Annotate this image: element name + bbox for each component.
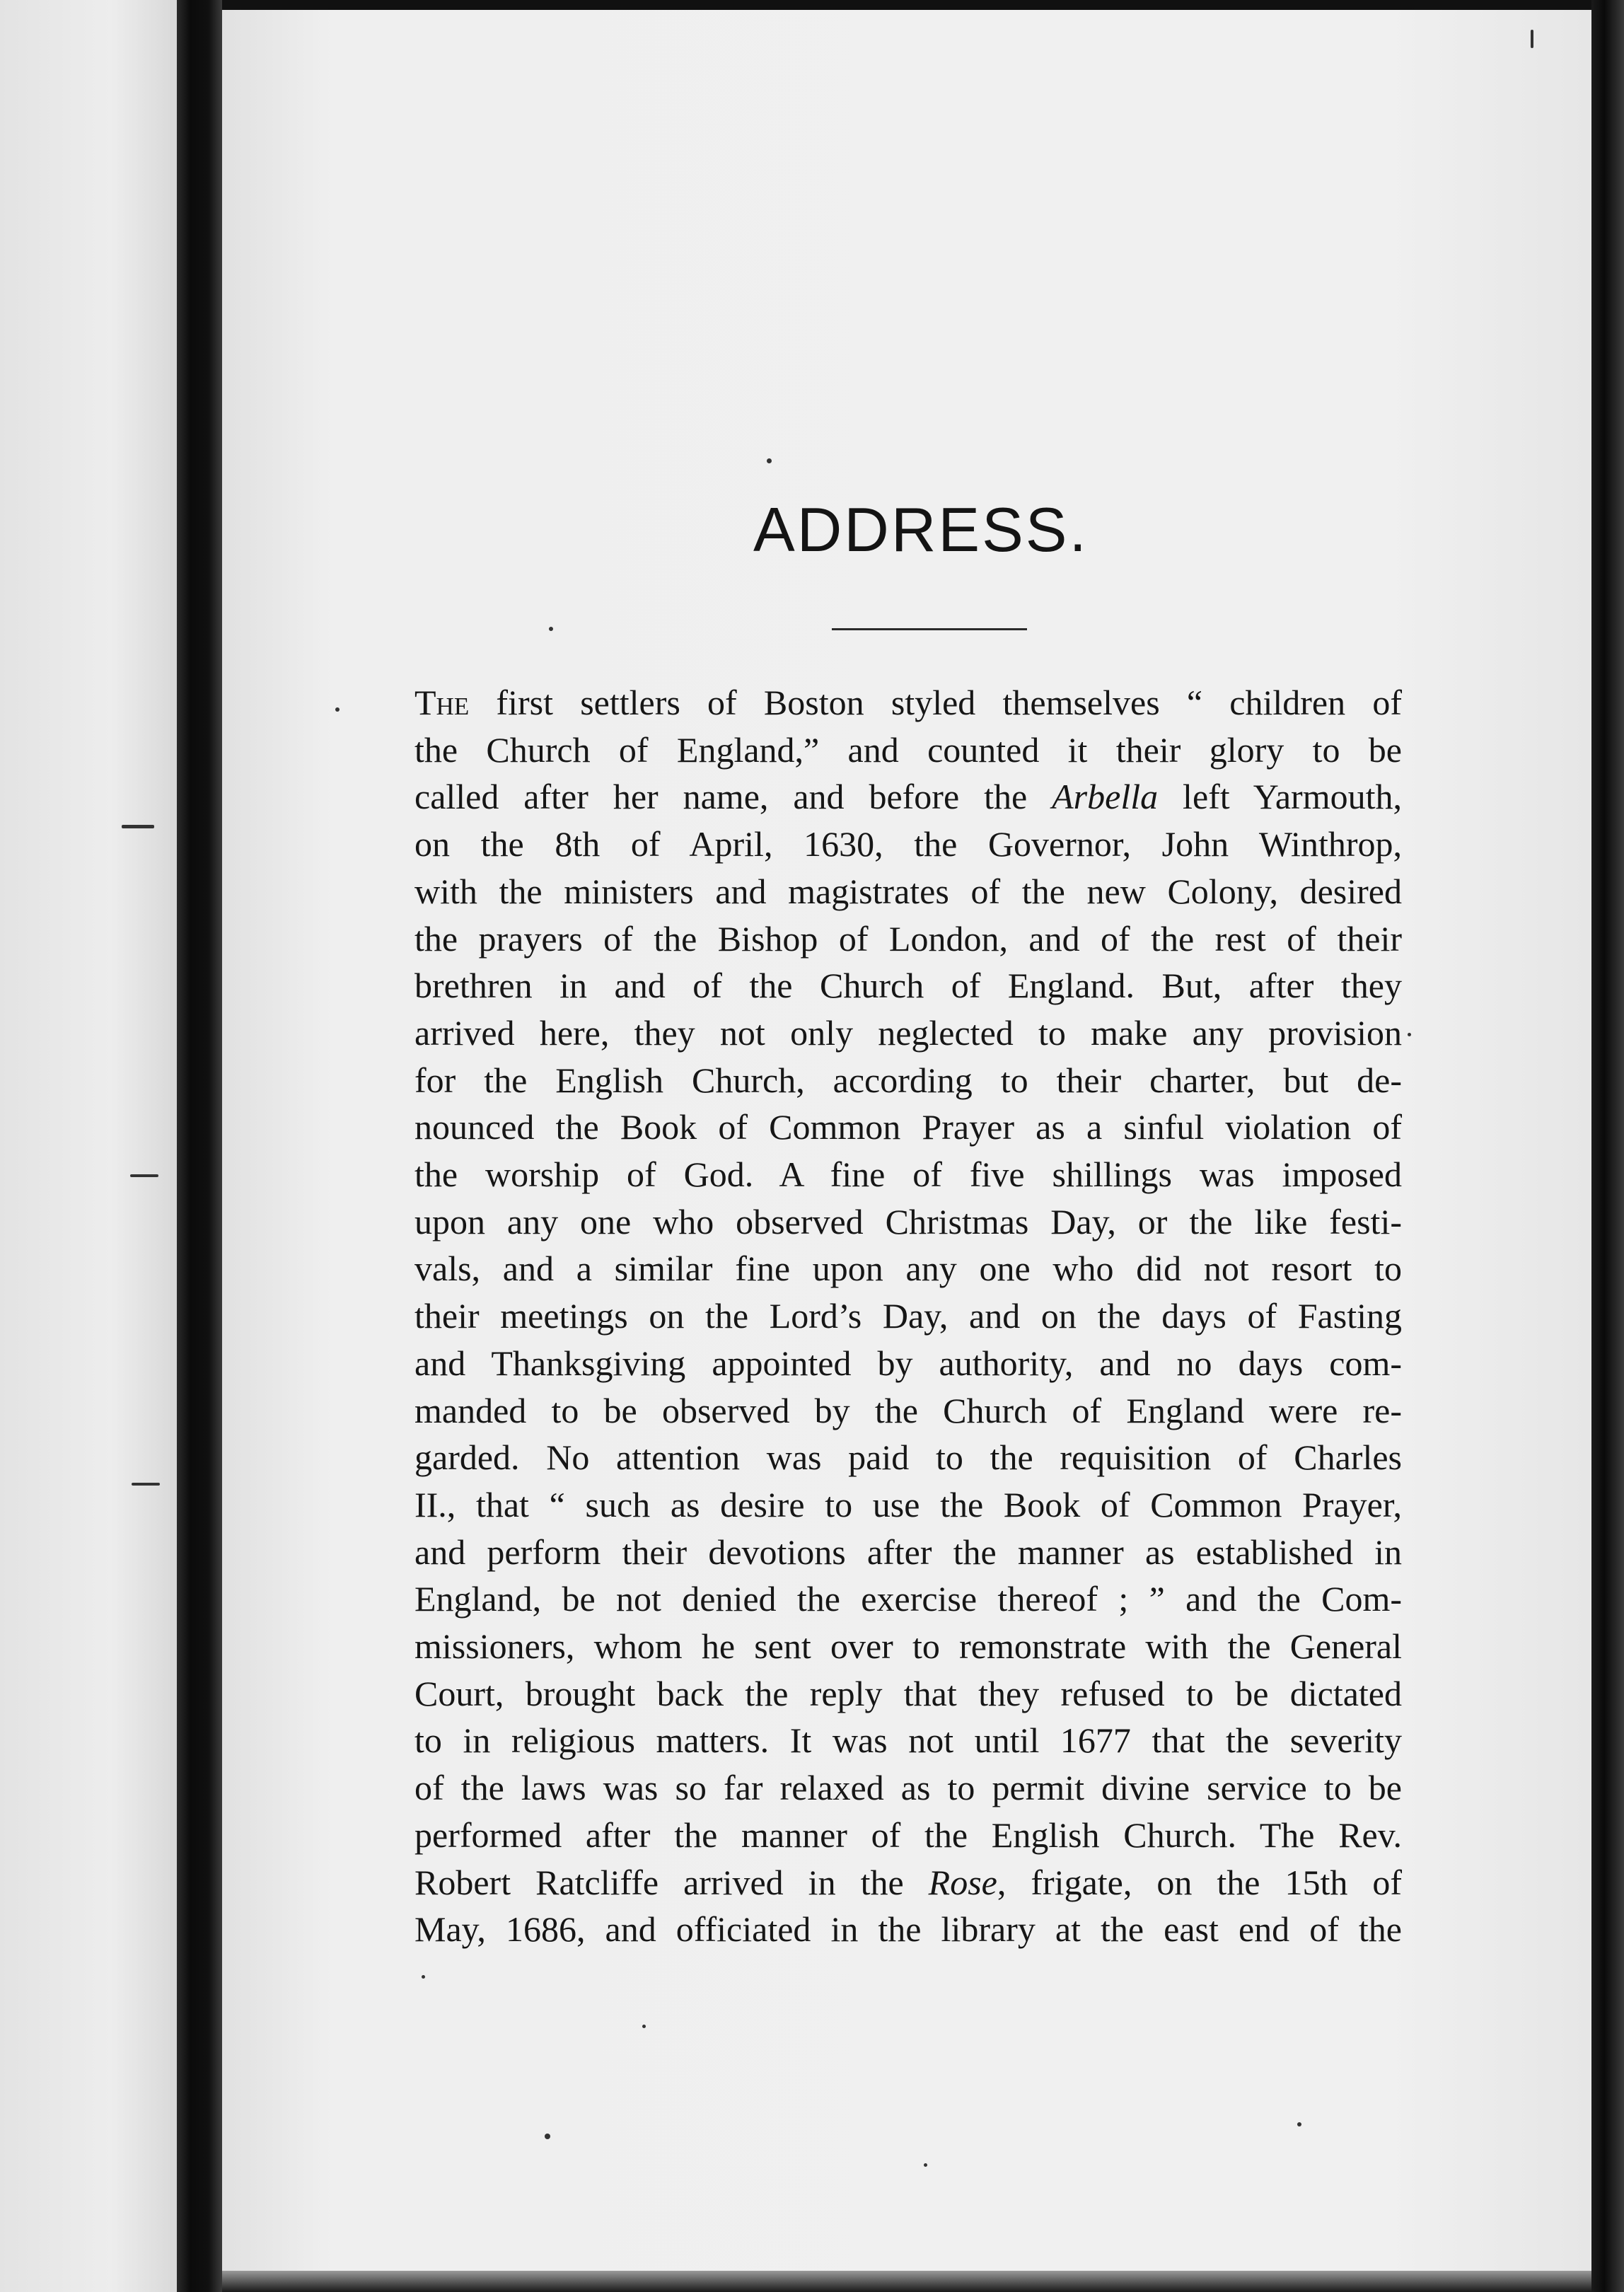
scan-speck xyxy=(1531,30,1533,48)
text-line xyxy=(414,1198,1402,1246)
scan-speck xyxy=(335,707,340,712)
text-run: vals, and a similar fine upon any one who did not resort to xyxy=(414,1249,1402,1289)
page-heading: ADDRESS. xyxy=(753,494,1089,565)
text-run: , frigate, on the 15th of xyxy=(997,1862,1402,1902)
text-run: II., that “ such as desire to use the Book of Common Prayer, xyxy=(414,1484,1402,1524)
text-run: upon any one who observed Christmas Day, or the like festi- xyxy=(414,1201,1402,1242)
scan-speck xyxy=(767,458,772,463)
text-run: called after her name, and before the xyxy=(414,777,1052,817)
italic-text: Rose xyxy=(928,1862,997,1902)
lead-word: The xyxy=(414,683,470,722)
text-line xyxy=(414,1481,1402,1529)
text-run: with the ministers and magistrates of the new Colony, desired xyxy=(414,871,1402,911)
text-line xyxy=(414,1529,1402,1576)
text-run: left Yarmouth, xyxy=(1158,777,1402,817)
heading-divider xyxy=(832,628,1027,630)
text-line xyxy=(414,1104,1402,1151)
text-run: brethren in and of the Church of England. But, after they xyxy=(414,966,1402,1006)
scan-speck xyxy=(122,825,154,828)
scan-speck xyxy=(549,627,553,631)
text-line xyxy=(414,1859,1402,1906)
scan-top-border xyxy=(222,0,1591,10)
scan-speck xyxy=(545,2134,550,2139)
book-gutter xyxy=(177,0,222,2292)
text-line xyxy=(414,915,1402,963)
text-line xyxy=(414,1434,1402,1481)
text-line xyxy=(414,679,1402,727)
scan-speck xyxy=(924,2163,927,2167)
text-run: the Church of England,” and counted it their glory to be xyxy=(414,729,1402,770)
text-run: and perform their devotions after the manner as established in xyxy=(414,1532,1402,1572)
text-line xyxy=(414,1623,1402,1670)
facing-page-edge xyxy=(0,0,185,2292)
text-line xyxy=(414,1812,1402,1859)
scan-speck xyxy=(130,1174,158,1177)
text-line xyxy=(414,1057,1402,1104)
text-run: Robert Ratcliffe arrived in the xyxy=(414,1862,929,1902)
text-run: manded to be observed by the Church of England were re- xyxy=(414,1390,1402,1430)
text-run: first settlers of Boston styled themselves “ children of xyxy=(469,683,1402,722)
scan-speck xyxy=(1408,1033,1411,1036)
text-run: on the 8th of April, 1630, the Governor, John Winthrop, xyxy=(414,824,1402,864)
text-line xyxy=(414,773,1402,821)
text-line xyxy=(414,962,1402,1009)
text-run: Court, brought back the reply that they refused to be dictated xyxy=(414,1673,1402,1713)
text-line xyxy=(414,868,1402,915)
text-run: for the English Church, according to their charter, but de- xyxy=(414,1060,1402,1100)
scan-speck xyxy=(642,2025,646,2028)
text-line xyxy=(414,1340,1402,1387)
text-run: and Thanksgiving appointed by authority, and no days com- xyxy=(414,1343,1402,1383)
page-right-edge xyxy=(1591,0,1624,2292)
text-line xyxy=(414,1245,1402,1292)
text-line xyxy=(414,1151,1402,1198)
text-run: of the laws was so far relaxed as to permit divine service to be xyxy=(414,1768,1402,1808)
text-line xyxy=(414,1717,1402,1764)
scan-bottom-border xyxy=(222,2271,1591,2292)
text-run: arrived here, they not only neglected to make any provision xyxy=(414,1012,1402,1053)
text-line xyxy=(414,1009,1402,1057)
text-run: performed after the manner of the English Church. The Rev. xyxy=(414,1814,1402,1855)
scan-speck xyxy=(132,1483,160,1486)
scan-speck xyxy=(1297,2122,1301,2126)
body-paragraph xyxy=(414,679,1402,1953)
text-line xyxy=(414,1764,1402,1812)
text-run: nounced the Book of Common Prayer as a sinful violation of xyxy=(414,1107,1402,1147)
text-run: garded. No attention was paid to the requisition of Charles xyxy=(414,1437,1402,1478)
scan-speck xyxy=(422,1975,425,1979)
text-run: their meetings on the Lord’s Day, and on the days of Fasting xyxy=(414,1296,1402,1336)
text-run: the prayers of the Bishop of London, and of the rest of their xyxy=(414,918,1402,959)
text-run: the worship of God. A fine of five shillings was imposed xyxy=(414,1154,1402,1195)
text-run: missioners, whom he sent over to remonstrate with the General xyxy=(414,1626,1402,1667)
text-run: May, 1686, and officiated in the library at the east end of the xyxy=(414,1909,1402,1950)
text-line xyxy=(414,727,1402,774)
text-line xyxy=(414,821,1402,868)
text-line xyxy=(414,1575,1402,1623)
italic-text: Arbella xyxy=(1052,777,1159,817)
text-line xyxy=(414,1292,1402,1340)
text-run: to in religious matters. It was not until 1677 that the severity xyxy=(414,1720,1402,1761)
text-line xyxy=(414,1387,1402,1435)
text-run: England, be not denied the exercise thereof ; ” and the Com- xyxy=(414,1579,1402,1619)
text-line xyxy=(414,1670,1402,1718)
text-line xyxy=(414,1906,1402,1953)
